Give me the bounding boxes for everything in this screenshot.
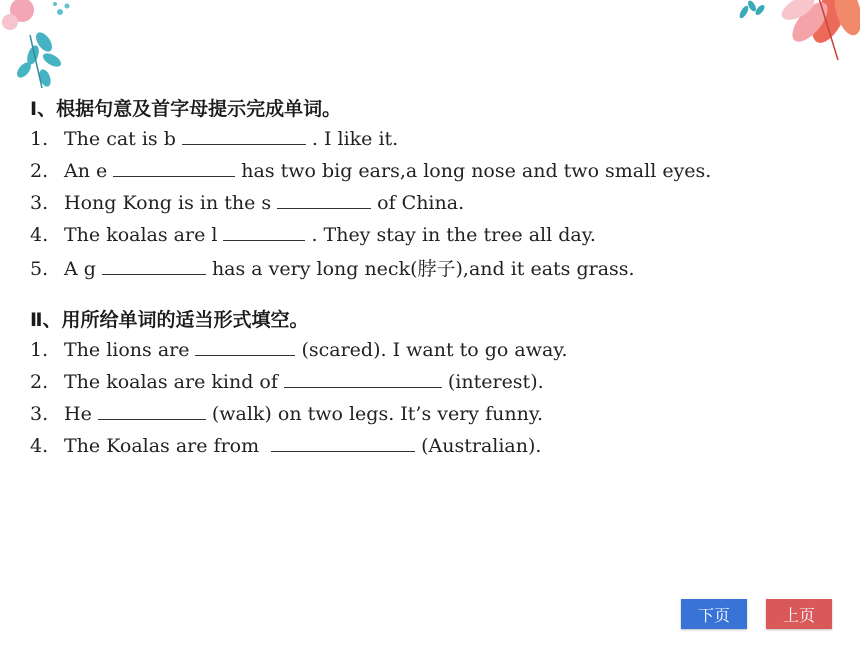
answer-blank[interactable] (223, 222, 305, 241)
leaf-decoration-left-icon (0, 0, 90, 95)
question-number: 1. (30, 128, 49, 150)
question-text: The lions are (64, 339, 190, 361)
question-number: 3. (30, 192, 49, 214)
question-text: (scared). I want to go away. (301, 339, 568, 361)
leaf-decoration-right-icon (730, 0, 860, 70)
question-text: (walk) on two legs. It’s very funny. (211, 403, 544, 425)
question-text: The koalas are l (64, 224, 218, 246)
answer-blank[interactable] (98, 401, 206, 420)
question-row (30, 337, 568, 361)
question-row (30, 401, 543, 425)
answer-blank[interactable] (182, 126, 306, 145)
previous-page-button[interactable]: 上页 (766, 599, 832, 629)
question-number: 3. (30, 403, 49, 425)
section-2-title: Ⅱ、用所给单词的适当形式填空。 (30, 309, 309, 331)
question-text: He (64, 403, 92, 425)
question-number: 2. (30, 160, 49, 182)
question-text: A g (64, 258, 96, 280)
answer-blank[interactable] (284, 369, 442, 388)
question-row (30, 222, 596, 246)
question-number: 4. (30, 224, 49, 246)
answer-blank[interactable] (195, 337, 295, 356)
question-text: The Koalas are from (64, 435, 260, 457)
question-text: of China. (377, 192, 465, 214)
question-text: . I like it. (311, 128, 399, 150)
question-text: The koalas are kind of (64, 371, 278, 393)
next-page-button[interactable]: 下页 (681, 599, 747, 629)
answer-blank[interactable] (277, 190, 371, 209)
question-number: 5. (30, 258, 49, 280)
question-row (30, 254, 635, 281)
question-text: An e (64, 160, 108, 182)
question-number: 2. (30, 371, 49, 393)
question-text: (interest). (447, 371, 544, 393)
section-1-title: Ⅰ、根据句意及首字母提示完成单词。 (30, 98, 342, 120)
question-number: 4. (30, 435, 49, 457)
question-text: The cat is b (64, 128, 176, 150)
question-text: . They stay in the tree all day. (311, 224, 596, 246)
question-row (30, 158, 711, 182)
answer-blank[interactable] (102, 256, 206, 275)
answer-blank[interactable] (271, 433, 415, 452)
question-row (30, 190, 464, 214)
question-text: Hong Kong is in the s (64, 192, 272, 214)
question-text: (Australian). (421, 435, 542, 457)
question-row (30, 126, 398, 150)
answer-blank[interactable] (113, 158, 235, 177)
question-row (30, 433, 541, 457)
question-text: has a very long neck(脖子),and it eats grass. (211, 258, 635, 280)
question-row (30, 369, 544, 393)
question-number: 1. (30, 339, 49, 361)
question-text: has two big ears,a long nose and two small eyes. (241, 160, 712, 182)
